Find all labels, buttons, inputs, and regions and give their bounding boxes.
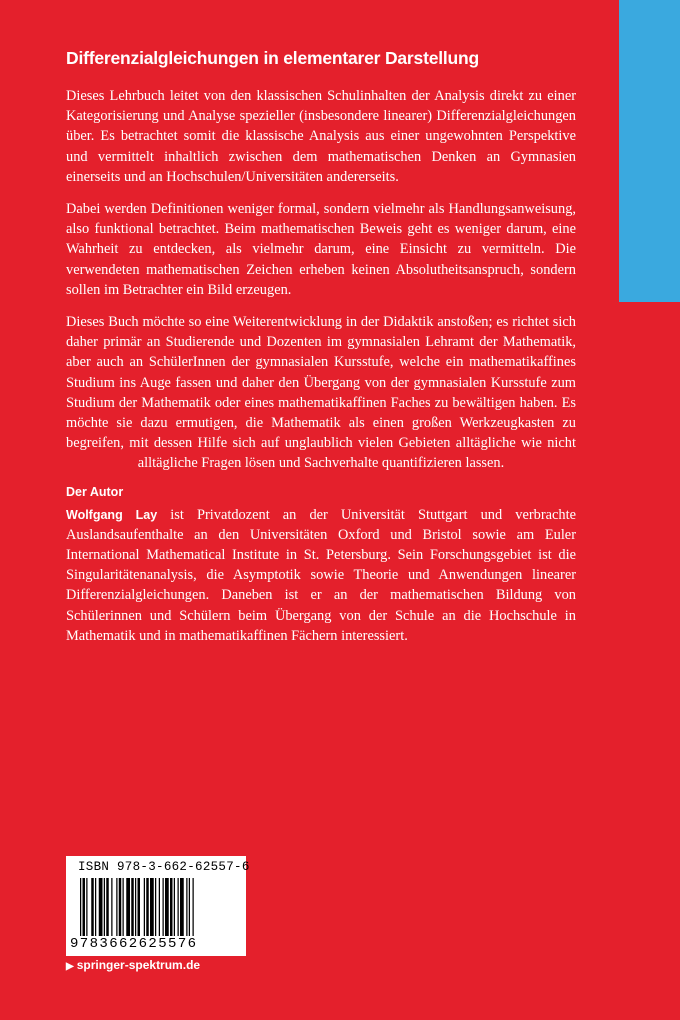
- isbn-barcode: [66, 856, 250, 956]
- isbn-label: ISBN 978-3-662-62557-6: [78, 860, 250, 874]
- barcode-digits: 9783662625576: [70, 936, 198, 952]
- barcode-icon: [78, 878, 234, 936]
- arrow-right-icon: ▶: [66, 961, 74, 972]
- author-bio: [66, 505, 576, 646]
- website-text: springer-spektrum.de: [76, 958, 201, 972]
- blurb-paragraph-3: Dieses Buch möchte so eine Weiterentwicklung in der Didaktik anstoßen; es richtet sich daher primär an Studierende und Dozenten im gymnasialen Lehramt der Mathematik, aber auch an SchülerInnen der gymnasialen Kursstufe, welche ein mathematikaffines Studium ins Auge fassen und daher den Übergang von der gymnasialen Kursstufe zum Studium der Mathematik oder eines mathematikaffinen Faches zu bewältigen haben. Es möchte sie dazu ermutigen, die Mathematik als einen großen Werkzeugkasten zu begreifen, mit dessen Hilfe sich auf unglaublich vielen Gebieten alltägliche wie nicht alltägliche Fragen lösen und Sachverhalte quantifizieren lassen.: [66, 314, 576, 472]
- book-title: Differenzialgleichungen in elementarer Darstellung: [66, 48, 480, 68]
- author-bio-text: ist Privatdozent an der Universität Stuttgart und verbrachte Auslandsaufenthalte an den Universitäten Oxford und Bristol sowie am Euler International Mathematical Institute in St. Petersburg. Sein Forschungsgebiet ist die Singularitätenanalysis, die Asymptotik sowie Theorie und Anwendungen linearer Differenzialgleichungen. Daneben ist er an der mathematischen Bildung von Schülerinnen und Schülern beim Übergang von der Schule an die Hochschule in Mathematik und in mathematikaffinen Fächern interessiert.: [66, 506, 576, 644]
- author-heading: Der Autor: [66, 484, 124, 499]
- color-band: [619, 0, 680, 302]
- blurb-paragraph-2: Dabei werden Definitionen weniger formal, sondern vielmehr als Handlungsanweisung, also funktional betrachtet. Beim mathematischen Beweis geht es weniger darum, eine Wahrheit zu entdecken, als vielmehr darum, eine Einsicht zu vermitteln. Die verwendeten mathematischen Zeichen erheben keinen Absolutheitsanspruch, sondern sollen im Betrachter ein Bild erzeugen.: [66, 201, 576, 298]
- blurb: [66, 86, 576, 658]
- publisher-website: [66, 958, 200, 972]
- blurb-paragraph-1: Dieses Lehrbuch leitet von den klassischen Schulinhalten der Analysis direkt zu einer Kategorisierung und Analyse spezieller (insbesondere linearer) Differenzialgleichungen über. Es betrachtet somit die klassische Analysis aus einer ungewohnten Perspektive und vermittelt inhaltlich zwischen dem mathematischen Denken an Gymnasien einerseits und an Hochschulen/Universitäten andererseits.: [66, 88, 576, 185]
- author-name: Wolfgang Lay: [66, 507, 158, 522]
